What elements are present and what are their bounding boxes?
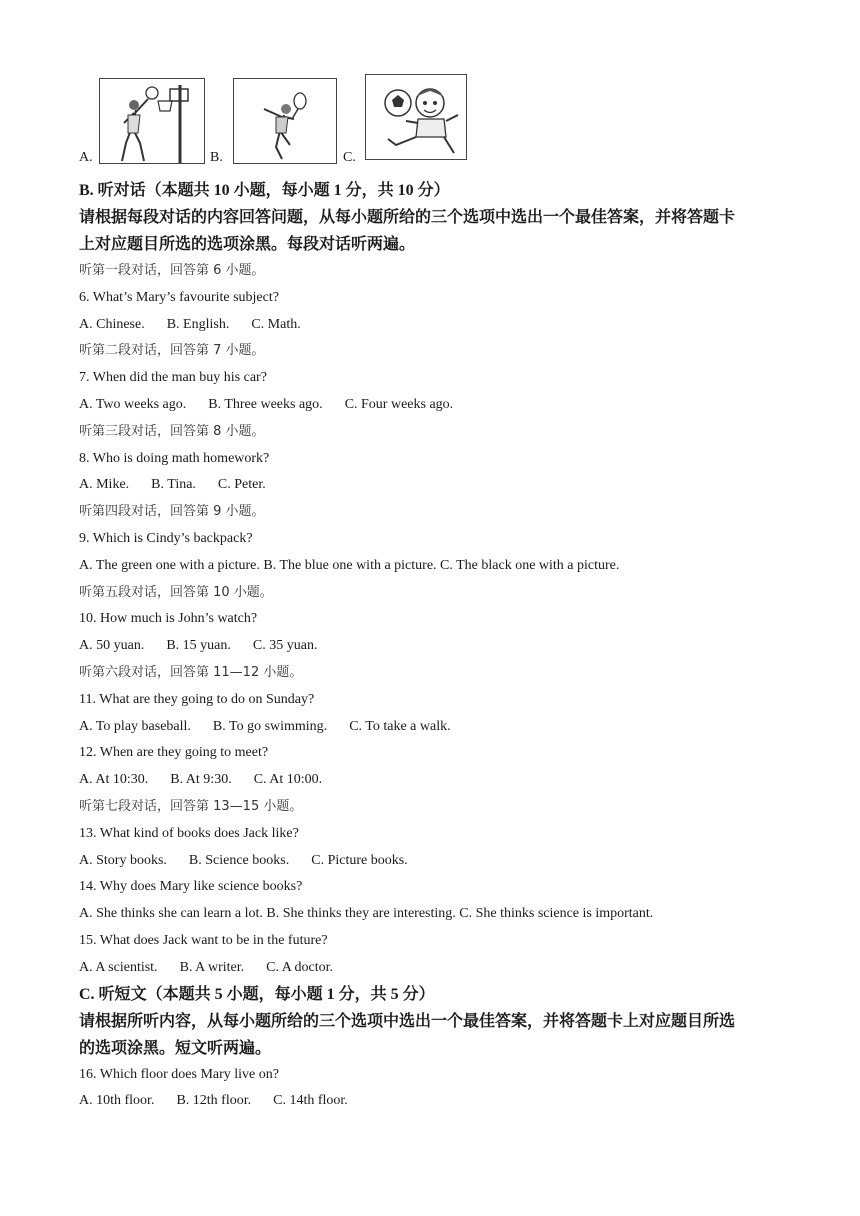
- option-b: B. Tina.: [151, 477, 196, 493]
- dialogue-prompt: 听第七段对话，回答第 13—15 小题。: [79, 798, 303, 814]
- options-8: [79, 472, 789, 499]
- question-11: 11. What are they going to do on Sunday?: [79, 691, 315, 707]
- option-a: A. Two weeks ago.: [79, 396, 187, 412]
- basketball-player-icon: [99, 78, 205, 164]
- soccer-boy-icon: [365, 74, 467, 160]
- option-b: B. Science books.: [188, 852, 290, 868]
- option-a: A. A scientist.: [79, 959, 158, 975]
- option-c: C. Picture books.: [311, 852, 408, 868]
- section-b-letter: B.: [79, 182, 94, 199]
- section-b-title-text: 听对话（本题共 10 小题，每小题 1 分，共 10 分）: [97, 182, 450, 199]
- option-a: A. To play baseball.: [79, 718, 191, 734]
- option-b: B. Three weeks ago.: [208, 396, 323, 412]
- dialogue-prompt: 听第二段对话，回答第 7 小题。: [79, 343, 265, 359]
- question-7: 7. When did the man buy his car?: [79, 370, 267, 386]
- question-13: 13. What kind of books does Jack like?: [79, 825, 299, 841]
- option-a: A. Mike.: [79, 477, 130, 493]
- question-14: 14. Why does Mary like science books?: [79, 879, 303, 895]
- section-c-instruction-line-1: 请根据所听内容，从每小题所给的三个选项中选出一个最佳答案，并将答题卡上对应题目所选: [79, 1012, 736, 1030]
- options-13: [79, 848, 789, 875]
- question-8: 8. Who is doing math homework?: [79, 450, 270, 466]
- options-14: A. She thinks she can learn a lot. B. She thinks they are interesting. C. She thinks science is important.: [79, 906, 654, 922]
- question-15: 15. What does Jack want to be in the future?: [79, 932, 328, 948]
- option-b: B. To go swimming.: [212, 718, 328, 734]
- question-9: 9. Which is Cindy’s backpack?: [79, 530, 253, 546]
- dialogue-prompt: 听第四段对话，回答第 9 小题。: [79, 504, 265, 520]
- option-c: C. At 10:00.: [253, 772, 323, 788]
- section-b-instruction-line-2: 上对应题目所选的选项涂黑。每段对话听两遍。: [79, 236, 416, 253]
- dialogue-prompt: 听第六段对话，回答第 11—12 小题。: [79, 664, 303, 680]
- option-c: C. A doctor.: [266, 959, 334, 975]
- option-a: A. 10th floor.: [79, 1093, 155, 1109]
- options-11: [79, 714, 789, 741]
- options-6: [79, 312, 789, 339]
- options-7: [79, 392, 789, 419]
- option-c: C. Math.: [251, 316, 301, 332]
- option-b: B. A writer.: [179, 959, 245, 975]
- option-c: C. 35 yuan.: [252, 638, 318, 654]
- picture-option-b-letter: B.: [210, 150, 223, 165]
- section-b-instruction-line-1: 请根据每段对话的内容回答问题，从每小题所给的三个选项中选出一个最佳答案，并将答题卡: [79, 209, 736, 226]
- picture-option-a-letter: A.: [79, 150, 93, 165]
- section-b-title: [79, 178, 789, 204]
- option-a: A. At 10:30.: [79, 772, 149, 788]
- question-16: 16. Which floor does Mary live on?: [79, 1066, 279, 1082]
- option-b: B. English.: [166, 316, 230, 332]
- section-c-title: [79, 982, 789, 1008]
- question-10: 10. How much is John’s watch?: [79, 611, 258, 627]
- section-c-letter: C.: [79, 985, 95, 1003]
- option-b: B. At 9:30.: [170, 772, 232, 788]
- dialogue-prompt: 听第三段对话，回答第 8 小题。: [79, 423, 265, 439]
- option-a: A. Story books.: [79, 852, 167, 868]
- option-c: C. Four weeks ago.: [344, 396, 454, 412]
- listening-content: [79, 178, 789, 1115]
- option-b: B. 12th floor.: [176, 1093, 252, 1109]
- options-15: [79, 955, 789, 982]
- dialogue-prompt: 听第一段对话，回答第 6 小题。: [79, 263, 265, 278]
- dialogue-prompt: 听第五段对话，回答第 10 小题。: [79, 584, 273, 600]
- question-12: 12. When are they going to meet?: [79, 745, 269, 761]
- options-16: [79, 1088, 789, 1115]
- question-6: 6. What’s Mary’s favourite subject?: [79, 289, 279, 305]
- option-a: A. 50 yuan.: [79, 638, 145, 654]
- option-c: C. Peter.: [217, 477, 266, 493]
- options-12: [79, 767, 789, 794]
- option-b: B. 15 yuan.: [166, 638, 231, 654]
- option-c: C. 14th floor.: [273, 1093, 348, 1109]
- section-c-title-text: 听短文（本题共 5 小题，每小题 1 分，共 5 分）: [98, 985, 435, 1003]
- option-c: C. To take a walk.: [349, 718, 451, 734]
- option-a: A. Chinese.: [79, 316, 145, 332]
- section-c-instruction-line-2: 的选项涂黑。短文听两遍。: [79, 1039, 272, 1057]
- options-9: A. The green one with a picture. B. The blue one with a picture. C. The black one with a picture.: [79, 557, 620, 573]
- options-10: [79, 633, 789, 660]
- badminton-player-icon: [233, 78, 337, 164]
- picture-option-c-letter: C.: [343, 150, 356, 165]
